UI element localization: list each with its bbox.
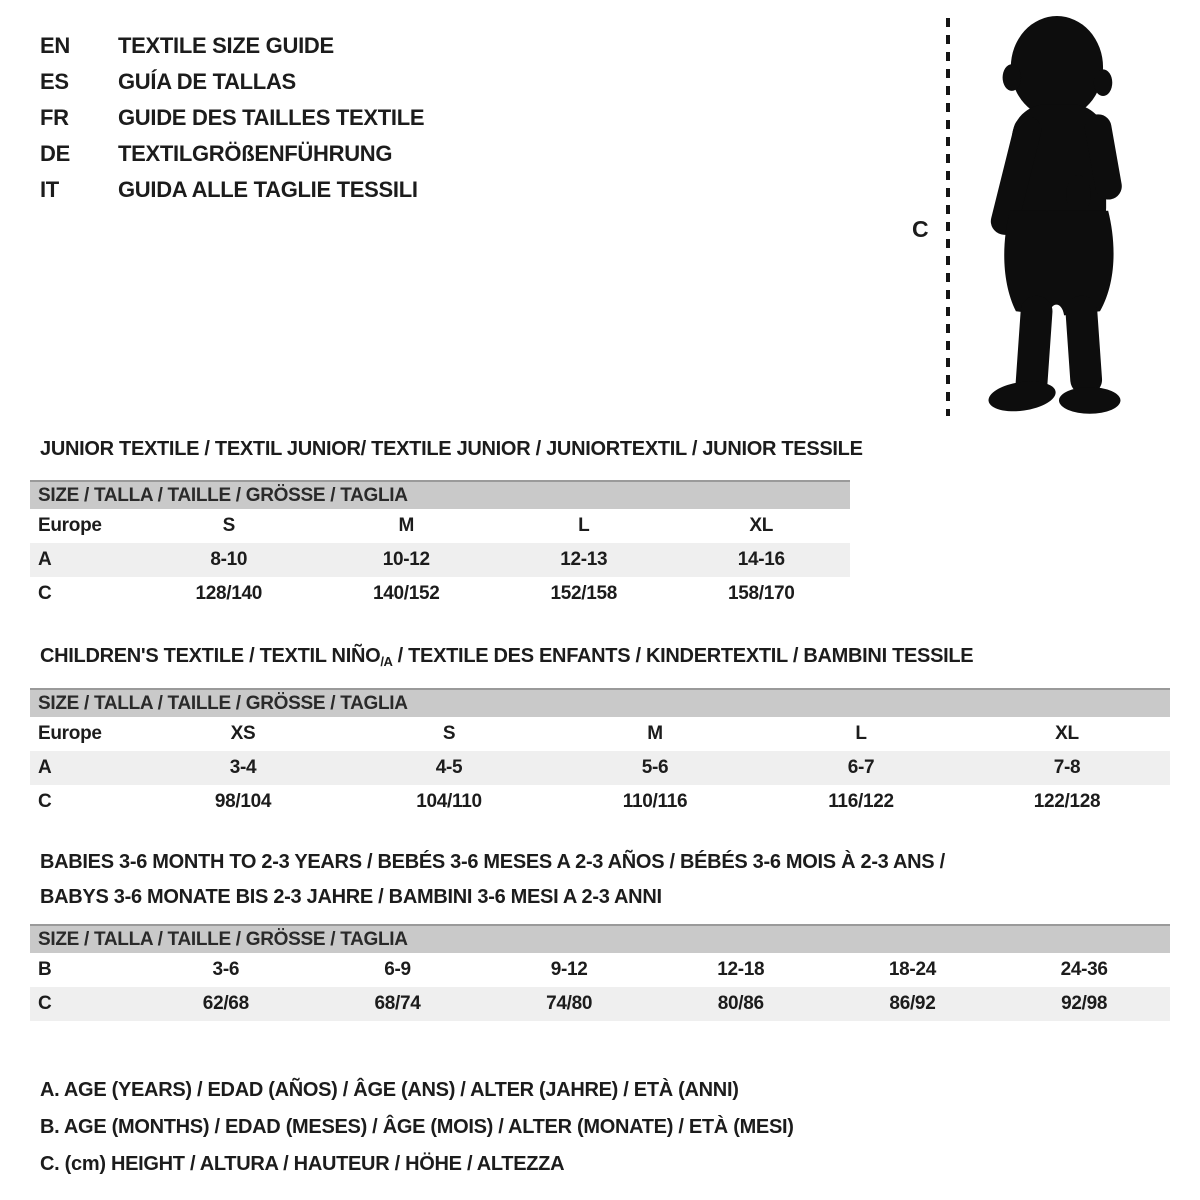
table-cell: 24-36: [1060, 959, 1108, 980]
table-cell: S: [222, 515, 235, 536]
row-label: Europe: [38, 723, 102, 744]
table-cell: 110/116: [622, 791, 688, 812]
table-cell: M: [647, 723, 663, 744]
legend-height-cm: C. (cm) HEIGHT / ALTURA / HAUTEUR / HÖHE / ALTEZZA: [40, 1153, 565, 1175]
table-cell: 122/128: [1033, 791, 1101, 812]
table-cell: 9-12: [550, 959, 588, 980]
table-row: [30, 509, 850, 543]
table-cell: 5-6: [552, 751, 758, 785]
table-cell: S: [442, 723, 456, 744]
section-title-line1: BABIES 3-6 MONTH TO 2-3 YEARS / BEBÉS 3-6 MESES A 2-3 AÑOS / BÉBÉS 3-6 MOIS À 2-3 ANS /: [40, 851, 945, 873]
table-cell: 86/92: [827, 987, 999, 1021]
section-title-junior: JUNIOR TEXTILE / TEXTIL JUNIOR/ TEXTILE JUNIOR / JUNIORTEXTIL / JUNIOR TESSILE: [40, 438, 863, 460]
table-cell: 62/68: [140, 987, 312, 1021]
table-row: [30, 751, 1170, 785]
table-cell: 18-24: [888, 959, 936, 980]
table-cell: 152/158: [550, 583, 618, 604]
table-cell: L: [578, 515, 590, 536]
section-title-line2: BABYS 3-6 MONATE BIS 2-3 JAHRE / BAMBINI 3-6 MESI A 2-3 ANNI: [40, 886, 662, 908]
language-code: FR: [40, 105, 69, 130]
table-cell: 14-16: [673, 543, 851, 577]
table-cell: XL: [1055, 723, 1079, 744]
row-label: B: [38, 959, 52, 980]
guide-title-es: GUÍA DE TALLAS: [118, 69, 296, 94]
table-cell: 12-18: [717, 959, 765, 980]
row-label: C: [38, 791, 52, 812]
table-row: [30, 577, 850, 611]
table-row: [30, 543, 850, 577]
table-cell: 140/152: [372, 583, 440, 604]
guide-title-en: TEXTILE SIZE GUIDE: [118, 33, 334, 58]
guide-title-fr: GUIDE DES TAILLES TEXTILE: [118, 105, 425, 130]
table-cell: 104/110: [416, 791, 482, 812]
section-title-text: / TEXTILE DES ENFANTS / KINDERTEXTIL / BAMBINI TESSILE: [392, 645, 974, 667]
table-cell: L: [855, 723, 867, 744]
measure-legend: [40, 1072, 794, 1183]
table-cell: XL: [749, 515, 774, 536]
table-cell: 80/86: [655, 987, 827, 1021]
row-label: A: [30, 751, 140, 785]
table-cell: 6-9: [384, 959, 411, 980]
size-header-bar: SIZE / TALLA / TAILLE / GRÖSSE / TAGLIA: [30, 688, 1170, 717]
language-row-de: [40, 136, 424, 172]
language-code: DE: [40, 141, 70, 166]
language-header: [40, 28, 424, 208]
row-label: C: [38, 583, 52, 604]
section-title-babies: [40, 845, 945, 915]
legend-age-years: A. AGE (YEARS) / EDAD (AÑOS) / ÂGE (ANS) / ALTER (JAHRE) / ETÀ (ANNI): [40, 1079, 739, 1101]
table-row: [30, 987, 1170, 1021]
height-measure-label: C: [912, 216, 929, 242]
table-cell: M: [398, 515, 415, 536]
babies-size-table: [30, 924, 1170, 1021]
language-code: ES: [40, 69, 69, 94]
table-row: [30, 717, 1170, 751]
table-row: [30, 953, 1170, 987]
row-label: A: [30, 543, 140, 577]
table-cell: 10-12: [318, 543, 496, 577]
language-code: EN: [40, 33, 70, 58]
section-title-text: CHILDREN'S TEXTILE / TEXTIL NIÑO: [40, 645, 381, 667]
guide-title-de: TEXTILGRÖßENFÜHRUNG: [118, 141, 393, 166]
table-cell: 158/170: [727, 583, 795, 604]
language-row-fr: [40, 100, 424, 136]
table-cell: 8-10: [140, 543, 318, 577]
table-cell: 3-6: [212, 959, 240, 980]
table-cell: 6-7: [758, 751, 964, 785]
children-size-table: [30, 688, 1170, 819]
table-cell: 128/140: [195, 583, 263, 604]
row-label: Europe: [38, 515, 102, 536]
language-row-es: [40, 64, 424, 100]
junior-size-table: [30, 480, 850, 611]
table-cell: 74/80: [483, 987, 655, 1021]
section-title-children: [40, 645, 973, 669]
table-cell: 3-4: [140, 751, 346, 785]
table-cell: 12-13: [495, 543, 673, 577]
language-code: IT: [40, 177, 59, 202]
legend-age-months: B. AGE (MONTHS) / EDAD (MESES) / ÂGE (MOIS) / ALTER (MONATE) / ETÀ (MESI): [40, 1116, 794, 1138]
guide-title-it: GUIDA ALLE TAGLIE TESSILI: [118, 177, 418, 202]
row-label: C: [30, 987, 140, 1021]
table-cell: XS: [230, 723, 256, 744]
table-cell: 92/98: [998, 987, 1170, 1021]
table-cell: 7-8: [964, 751, 1170, 785]
height-measure-line: [946, 18, 950, 416]
size-header-bar: SIZE / TALLA / TAILLE / GRÖSSE / TAGLIA: [30, 480, 850, 509]
size-header-bar: SIZE / TALLA / TAILLE / GRÖSSE / TAGLIA: [30, 924, 1170, 953]
table-cell: 68/74: [312, 987, 484, 1021]
toddler-silhouette-icon: [960, 14, 1160, 424]
section-title-subscript: /A: [380, 654, 393, 669]
table-row: [30, 785, 1170, 819]
height-figure: [900, 0, 1200, 440]
language-row-en: [40, 28, 424, 64]
table-cell: 116/122: [828, 791, 894, 812]
table-cell: 98/104: [214, 791, 272, 812]
language-row-it: [40, 172, 424, 208]
table-cell: 4-5: [346, 751, 552, 785]
